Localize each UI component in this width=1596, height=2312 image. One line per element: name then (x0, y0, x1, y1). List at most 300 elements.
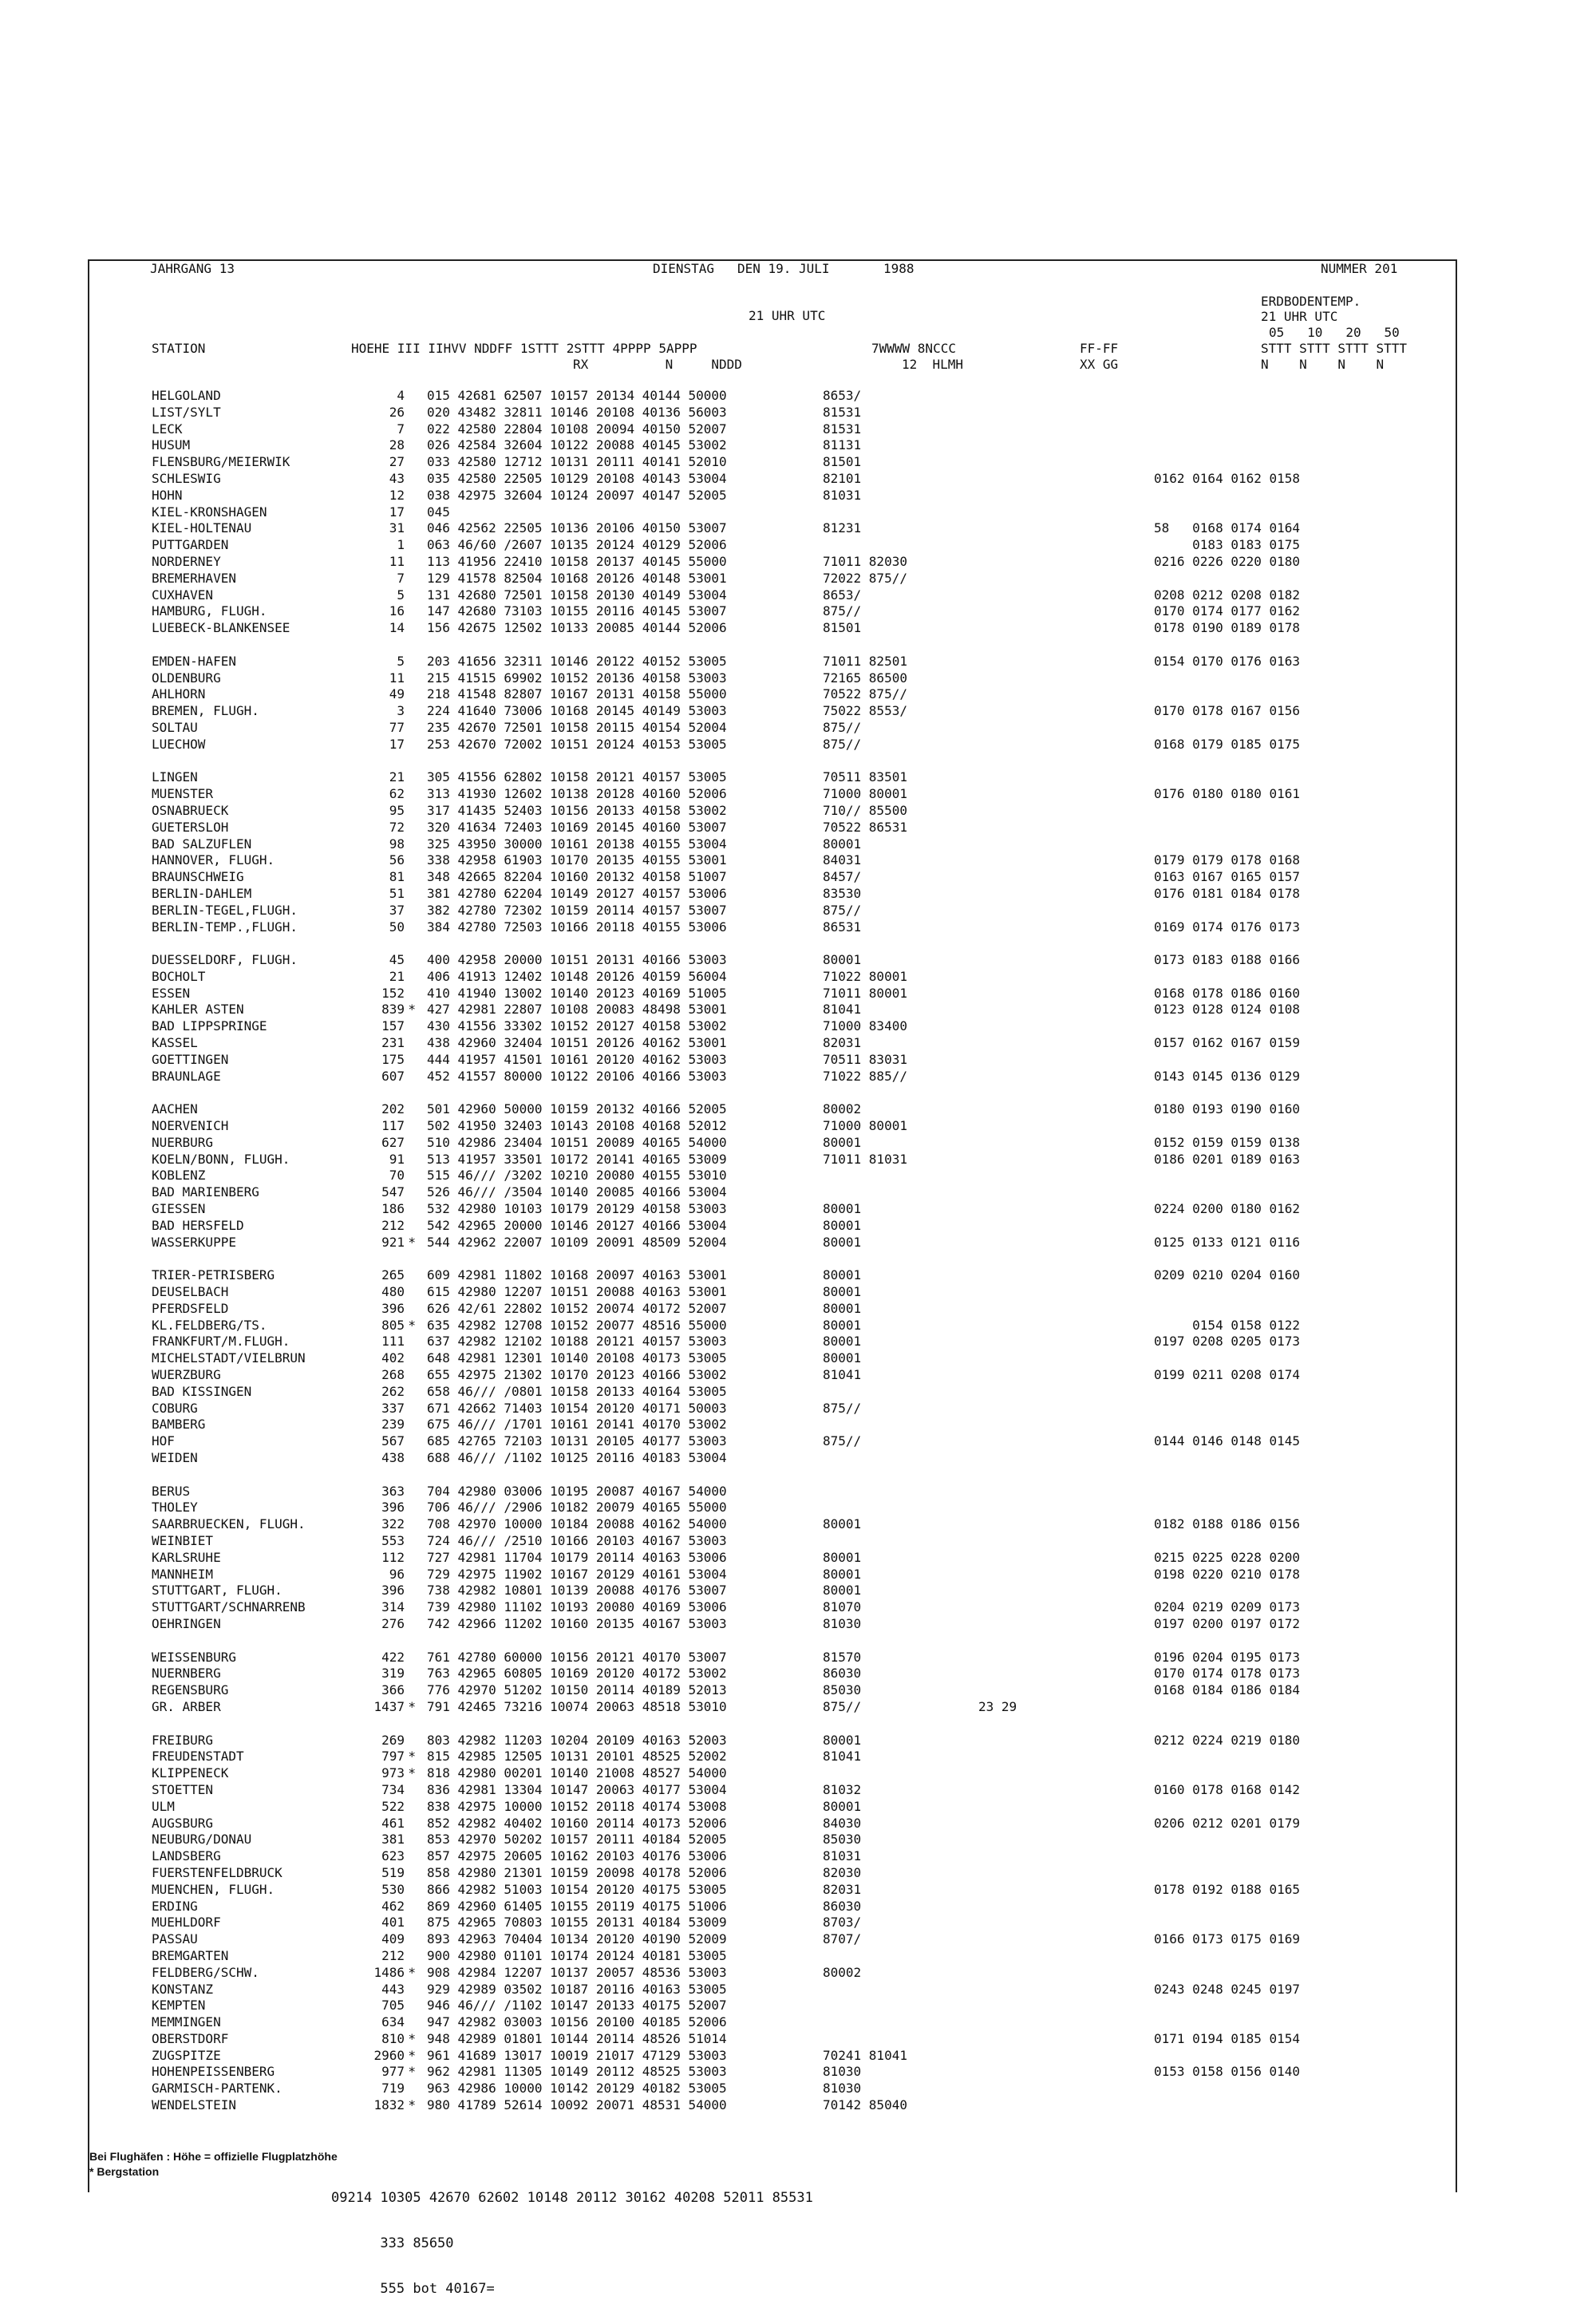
soil-temps: 0224 0200 0180 0162 (1154, 1201, 1301, 1217)
synop-groups: 038 42975 32604 10124 20097 40147 52005 (427, 487, 727, 503)
soil-temps: 0186 0201 0189 0163 (1154, 1151, 1301, 1167)
gap (416, 1035, 427, 1052)
mountain-marker (405, 720, 416, 737)
mountain-marker (405, 670, 416, 687)
station-name: THOLEY (152, 1500, 198, 1516)
gust-values (978, 1433, 1154, 1450)
synop-groups: 836 42981 13304 10147 20063 40177 53004 (427, 1781, 727, 1797)
synop-groups: 224 41640 73006 10168 20145 40149 53003 (427, 703, 727, 719)
synop-groups: 742 42966 11202 10160 20135 40167 53003 (427, 1615, 727, 1631)
soil-temps (1154, 2048, 1329, 2065)
station-height: 973 (381, 1765, 405, 1781)
synop-weather: 70511 83501 (823, 769, 907, 785)
mountain-marker (405, 886, 416, 903)
station-height: 547 (381, 1184, 405, 1200)
mountain-marker (405, 852, 416, 869)
soil-temps: 58 0168 0174 0164 (1154, 520, 1301, 536)
gap (416, 986, 427, 1002)
synop-weather: 81070 (823, 1599, 862, 1615)
gap (416, 1682, 427, 1699)
synop-weather: 71022 80001 (823, 968, 907, 984)
station-name: SAARBRUECKEN, FLUGH. (152, 1516, 306, 1532)
station-row (152, 1965, 1329, 1982)
gap (416, 504, 427, 521)
synop-weather (823, 2014, 978, 2031)
station-height: 11 (389, 670, 405, 686)
soil-temps: 0168 0179 0185 0175 (1154, 736, 1301, 752)
synop-weather: 80001 (823, 1300, 862, 1316)
station-row (152, 1816, 1329, 1832)
station-name: DUESSELDORF, FLUGH. (152, 952, 298, 968)
soil-temps (1154, 769, 1329, 786)
station-row (152, 1401, 1329, 1417)
gap (416, 1567, 427, 1583)
station-height: 797 (381, 1749, 405, 1765)
station-row (152, 1417, 1329, 1433)
mountain-marker (405, 587, 416, 604)
station-row (152, 1516, 1329, 1533)
soil-temps: 0176 0181 0184 0178 (1154, 885, 1301, 901)
station-height: 21 (389, 769, 405, 785)
gap (416, 786, 427, 803)
gap (416, 852, 427, 869)
mountain-marker (405, 1184, 416, 1201)
synop-weather: 81041 (823, 1002, 862, 1018)
soil-temps (1154, 1865, 1329, 1882)
station-row (152, 903, 1329, 919)
station-name: WEIDEN (152, 1450, 198, 1465)
synop-groups: 658 46/// /0801 10158 20133 40164 53005 (427, 1383, 727, 1399)
mountain-marker (405, 737, 416, 753)
spacer-cell (152, 1633, 1329, 1650)
station-height: 14 (389, 620, 405, 636)
station-row (152, 1301, 1329, 1318)
soil-temps (1154, 1948, 1329, 1965)
synop-weather (823, 1533, 978, 1550)
station-name: MICHELSTADT/VIELBRUN (152, 1350, 306, 1366)
gap (416, 1816, 427, 1832)
soil-temps: 0206 0212 0201 0179 (1154, 1815, 1301, 1831)
gust-values (978, 803, 1154, 820)
synop-weather: 80001 (823, 1566, 862, 1582)
synop-groups: 963 42986 10000 10142 20129 40182 53005 (427, 2081, 727, 2097)
gust-values (978, 986, 1154, 1002)
synop-weather: 875// (823, 736, 862, 752)
station-height: 734 (381, 1781, 405, 1797)
synop-groups: 900 42980 01101 10174 20124 40181 53005 (427, 1947, 727, 1963)
station-name: WASSERKUPPE (152, 1234, 236, 1250)
gust-values (978, 1168, 1154, 1184)
gap (416, 1533, 427, 1550)
spacer-cell (152, 753, 1329, 770)
synop-weather: 80002 (823, 1101, 862, 1117)
station-height: 623 (381, 1848, 405, 1864)
gust-values: 23 29 (978, 1698, 1017, 1714)
station-name: WUERZBURG (152, 1367, 221, 1383)
synop-groups: 452 41557 80000 10122 20106 40166 53003 (427, 1068, 727, 1084)
synop-weather: 875// (823, 719, 862, 735)
synop-weather: 80001 (823, 1732, 862, 1748)
gap (416, 1782, 427, 1799)
gust-values (978, 1799, 1154, 1816)
gust-values (978, 786, 1154, 803)
soil-temps (1154, 803, 1329, 820)
station-row (152, 1931, 1329, 1948)
gust-values (978, 571, 1154, 587)
synop-weather (823, 1948, 978, 1965)
station-row (152, 388, 1329, 405)
gap (416, 1583, 427, 1599)
station-row (152, 670, 1329, 687)
soil-temps: 0196 0204 0195 0173 (1154, 1649, 1301, 1665)
synop-weather: 80001 (823, 1583, 862, 1599)
synop-groups: 513 41957 33501 10172 20141 40165 53009 (427, 1151, 727, 1167)
synop-weather: 70241 81041 (823, 2047, 907, 2063)
synop-weather: 8703/ (823, 1915, 862, 1931)
station-row (152, 1982, 1329, 1998)
station-name: CUXHAVEN (152, 587, 214, 603)
mountain-marker (405, 986, 416, 1002)
gust-values (978, 1384, 1154, 1401)
station-height: 2960 (373, 2047, 405, 2063)
synop-groups: 544 42962 22007 10109 20091 48509 52004 (427, 1234, 727, 1250)
station-name: KIEL-KRONSHAGEN (152, 504, 267, 520)
gust-values (978, 504, 1154, 521)
station-height: 839 (381, 1002, 405, 1018)
synop-weather: 82031 (823, 1035, 862, 1051)
station-height: 186 (381, 1201, 405, 1217)
gust-values (978, 1616, 1154, 1633)
soil-temps: 0160 0178 0168 0142 (1154, 1781, 1301, 1797)
gap (416, 869, 427, 886)
station-name: ZUGSPITZE (152, 2047, 221, 2063)
station-row (152, 1583, 1329, 1599)
station-height: 319 (381, 1666, 405, 1682)
synop-groups: 218 41548 82807 10167 20131 40158 55000 (427, 686, 727, 702)
mountain-marker (405, 1417, 416, 1433)
gust-values (978, 1583, 1154, 1599)
station-name: KOBLENZ (152, 1168, 206, 1184)
synop-groups: 818 42980 00201 10140 21008 48527 54000 (427, 1765, 727, 1781)
gap (416, 1765, 427, 1782)
gap (416, 1350, 427, 1367)
synop-groups: 776 42970 51202 10150 20114 40189 52013 (427, 1682, 727, 1698)
gap (416, 603, 427, 620)
station-height: 117 (381, 1118, 405, 1134)
station-row (152, 1550, 1329, 1567)
gust-values (978, 1832, 1154, 1848)
station-name: FREUDENSTADT (152, 1749, 244, 1765)
soil-temps (1154, 1218, 1329, 1235)
synop-weather: 71000 80001 (823, 1118, 907, 1134)
mountain-marker (405, 1101, 416, 1118)
station-name: EMDEN-HAFEN (152, 653, 236, 669)
synop-weather: 71000 83400 (823, 1018, 907, 1034)
synop-groups: 510 42986 23404 10151 20089 40165 54000 (427, 1134, 727, 1150)
synop-groups: 113 41956 22410 10158 20137 40145 55000 (427, 553, 727, 569)
mountain-marker: * (408, 1234, 416, 1250)
mountain-marker (405, 769, 416, 786)
synop-groups: 015 42681 62507 10157 20134 40144 50000 (427, 388, 727, 403)
synop-groups: 532 42980 10103 10179 20129 40158 53003 (427, 1201, 727, 1217)
spacer-cell (152, 1467, 1329, 1484)
gust-values (978, 1218, 1154, 1235)
spacer-row (152, 1633, 1329, 1650)
synop-weather: 81570 (823, 1649, 862, 1665)
station-row (152, 2081, 1329, 2097)
station-row (152, 537, 1329, 554)
station-name: BREMEN, FLUGH. (152, 703, 259, 719)
gust-values (978, 1002, 1154, 1018)
soil-temps (1154, 1799, 1329, 1816)
mountain-marker (405, 1799, 416, 1816)
gap (416, 1799, 427, 1816)
mountain-marker: * (408, 2047, 416, 2063)
station-height: 396 (381, 1300, 405, 1316)
station-row (152, 1616, 1329, 1633)
station-name: KOELN/BONN, FLUGH. (152, 1151, 290, 1167)
gust-values (978, 686, 1154, 703)
station-name: MUENSTER (152, 786, 214, 802)
station-name: KIEL-HOLTENAU (152, 520, 252, 536)
station-height: 11 (389, 553, 405, 569)
col-station: STATION (152, 341, 206, 356)
mountain-marker (405, 1682, 416, 1699)
station-height: 268 (381, 1367, 405, 1383)
synop-weather: 82030 (823, 1864, 862, 1880)
synop-groups: 325 43950 30000 10161 20138 40155 53004 (427, 836, 727, 852)
synop-groups: 688 46/// /1102 10125 20116 40183 53004 (427, 1450, 727, 1465)
gap (416, 1599, 427, 1616)
mountain-marker (405, 1550, 416, 1567)
soil-temps: 0162 0164 0162 0158 (1154, 470, 1301, 486)
synop-weather: 81041 (823, 1749, 862, 1765)
station-row (152, 1765, 1329, 1782)
gap (416, 1052, 427, 1069)
synop-weather: 71011 82501 (823, 653, 907, 669)
soil-temps: 0199 0211 0208 0174 (1154, 1367, 1301, 1383)
synop-groups: 637 42982 12102 10188 20121 40157 53003 (427, 1334, 727, 1350)
station-row (152, 1666, 1329, 1682)
synop-weather: 72165 86500 (823, 670, 907, 686)
gust-values (978, 969, 1154, 986)
gap (416, 654, 427, 670)
station-name: BREMGARTEN (152, 1947, 229, 1963)
station-name: SCHLESWIG (152, 470, 221, 486)
soil-temps (1154, 405, 1329, 421)
synop-groups: 671 42662 71403 10154 20120 40171 50003 (427, 1400, 727, 1416)
col-synop: 7WWWW 8NCCC (871, 341, 956, 356)
gust-values (978, 1035, 1154, 1052)
synop-groups: 724 46/// /2510 10166 20103 40167 53003 (427, 1532, 727, 1548)
gap (416, 820, 427, 836)
mountain-marker (405, 620, 416, 637)
gap (416, 1931, 427, 1948)
synop-groups: 129 41578 82504 10168 20126 40148 53001 (427, 570, 727, 586)
mountain-marker (405, 1168, 416, 1184)
station-row (152, 852, 1329, 869)
synop-groups: 438 42960 32404 10151 20126 40162 53001 (427, 1035, 727, 1051)
soil-temps (1154, 1965, 1329, 1982)
gap (416, 1218, 427, 1235)
jahrgang: JAHRGANG 13 (150, 261, 235, 276)
station-height: 231 (381, 1035, 405, 1051)
station-height: 7 (397, 570, 405, 586)
station-height: 26 (389, 404, 405, 420)
soil-temps: 0208 0212 0208 0182 (1154, 587, 1301, 603)
mountain-marker (405, 1218, 416, 1235)
station-height: 401 (381, 1915, 405, 1931)
synop-weather: 70522 875// (823, 686, 907, 702)
gap (416, 1384, 427, 1401)
gap (416, 836, 427, 853)
gap (416, 703, 427, 720)
mountain-marker (405, 654, 416, 670)
synop-groups: 384 42780 72503 10166 20118 40155 53006 (427, 919, 727, 935)
gust-values (978, 1118, 1154, 1135)
station-height: 50 (389, 919, 405, 935)
gap (416, 1516, 427, 1533)
synop-groups: 704 42980 03006 10195 20087 40167 54000 (427, 1483, 727, 1499)
station-height: 921 (381, 1234, 405, 1250)
synop-weather: 81041 (823, 1367, 862, 1383)
gap (416, 1450, 427, 1467)
gust-values (978, 1567, 1154, 1583)
gap (416, 1301, 427, 1318)
gust-values (978, 388, 1154, 405)
synop-weather: 82031 (823, 1881, 862, 1897)
synop-groups: 708 42970 10000 10184 20088 40162 54000 (427, 1516, 727, 1532)
mountain-marker (405, 1500, 416, 1516)
station-row (152, 1832, 1329, 1848)
gap (416, 952, 427, 969)
gap (416, 1417, 427, 1433)
gap (416, 886, 427, 903)
synop-groups: 948 42989 01801 10144 20114 48526 51014 (427, 2030, 727, 2046)
spacer-cell (152, 637, 1329, 654)
gap (416, 1650, 427, 1666)
station-name: BAD SALZUFLEN (152, 836, 252, 852)
station-name: FELDBERG/SCHW. (152, 1964, 259, 1980)
soil-temps (1154, 388, 1329, 405)
station-height: 77 (389, 719, 405, 735)
col-ff: FF-FF (1080, 341, 1119, 356)
station-row (152, 2048, 1329, 2065)
station-height: 519 (381, 1864, 405, 1880)
synop-weather: 81032 (823, 1781, 862, 1797)
gust-values (978, 1350, 1154, 1367)
synop-groups: 609 42981 11802 10168 20097 40163 53001 (427, 1267, 727, 1283)
mountain-marker: * (408, 1698, 416, 1714)
gap (416, 1118, 427, 1135)
soil-temps (1154, 2014, 1329, 2031)
mountain-marker (405, 1882, 416, 1899)
synop-weather (823, 1384, 978, 1401)
soil-temp-time: 21 UHR UTC (1261, 309, 1338, 324)
station-name: STUTTGART, FLUGH. (152, 1583, 282, 1599)
synop-weather: 84031 (823, 852, 862, 868)
mountain-marker (405, 1201, 416, 1218)
soil-temps: 0212 0224 0219 0180 (1154, 1732, 1301, 1748)
synop-weather: 81131 (823, 437, 862, 453)
station-height: 111 (381, 1334, 405, 1350)
gap (416, 1002, 427, 1018)
gap (416, 1550, 427, 1567)
station-name: NUERBURG (152, 1134, 214, 1150)
gust-values (978, 1417, 1154, 1433)
station-name: BOCHOLT (152, 968, 206, 984)
gust-values (978, 488, 1154, 504)
mountain-marker (405, 1650, 416, 1666)
mountain-marker: * (408, 2097, 416, 2113)
station-height: 422 (381, 1649, 405, 1665)
gust-values (978, 1848, 1154, 1865)
gap (416, 388, 427, 405)
station-name: GIESSEN (152, 1201, 206, 1217)
station-row (152, 1733, 1329, 1749)
station-row (152, 1184, 1329, 1201)
gust-values (978, 670, 1154, 687)
gust-values (978, 1318, 1154, 1334)
mountain-marker (405, 504, 416, 521)
station-name: HOHN (152, 487, 183, 503)
spacer-cell (152, 1716, 1329, 1733)
gust-values (978, 1152, 1154, 1168)
gust-values (978, 405, 1154, 421)
synop-weather: 70142 85040 (823, 2097, 907, 2113)
gust-values (978, 1052, 1154, 1069)
gust-values (978, 1998, 1154, 2014)
gust-values (978, 1334, 1154, 1350)
gap (416, 1915, 427, 1931)
spacer-cell (152, 1085, 1329, 1101)
mountain-marker (405, 1069, 416, 1085)
station-name: STOETTEN (152, 1781, 214, 1797)
gust-values (978, 2014, 1154, 2031)
synop-groups: 305 41556 62802 10158 20121 40157 53005 (427, 769, 727, 785)
station-row (152, 2031, 1329, 2048)
station-height: 37 (389, 902, 405, 918)
gap (416, 1998, 427, 2014)
synop-weather: 84030 (823, 1815, 862, 1831)
station-height: 95 (389, 802, 405, 818)
synop-groups: 313 41930 12602 10138 20128 40160 52006 (427, 786, 727, 802)
synop-groups: 815 42985 12505 10131 20101 48525 52002 (427, 1749, 727, 1765)
station-table (152, 388, 1329, 2114)
station-row (152, 1118, 1329, 1135)
gap (416, 405, 427, 421)
gap (416, 1965, 427, 1982)
soil-temps: 0209 0210 0204 0160 (1154, 1267, 1301, 1283)
station-row (152, 769, 1329, 786)
gap (416, 1500, 427, 1516)
gap (416, 803, 427, 820)
gust-values (978, 1666, 1154, 1682)
mountain-marker (405, 1135, 416, 1152)
synop-weather: 81501 (823, 620, 862, 636)
station-name: LUECHOW (152, 736, 206, 752)
station-name: KEMPTEN (152, 1998, 206, 2014)
gust-values (978, 1550, 1154, 1567)
gap (416, 1616, 427, 1633)
soil-temps (1154, 969, 1329, 986)
station-row (152, 1450, 1329, 1467)
synop-groups: 348 42665 82204 10160 20132 40158 51007 (427, 869, 727, 885)
gap (416, 1284, 427, 1301)
station-height: 62 (389, 786, 405, 802)
station-row (152, 1350, 1329, 1367)
station-row (152, 1235, 1329, 1251)
